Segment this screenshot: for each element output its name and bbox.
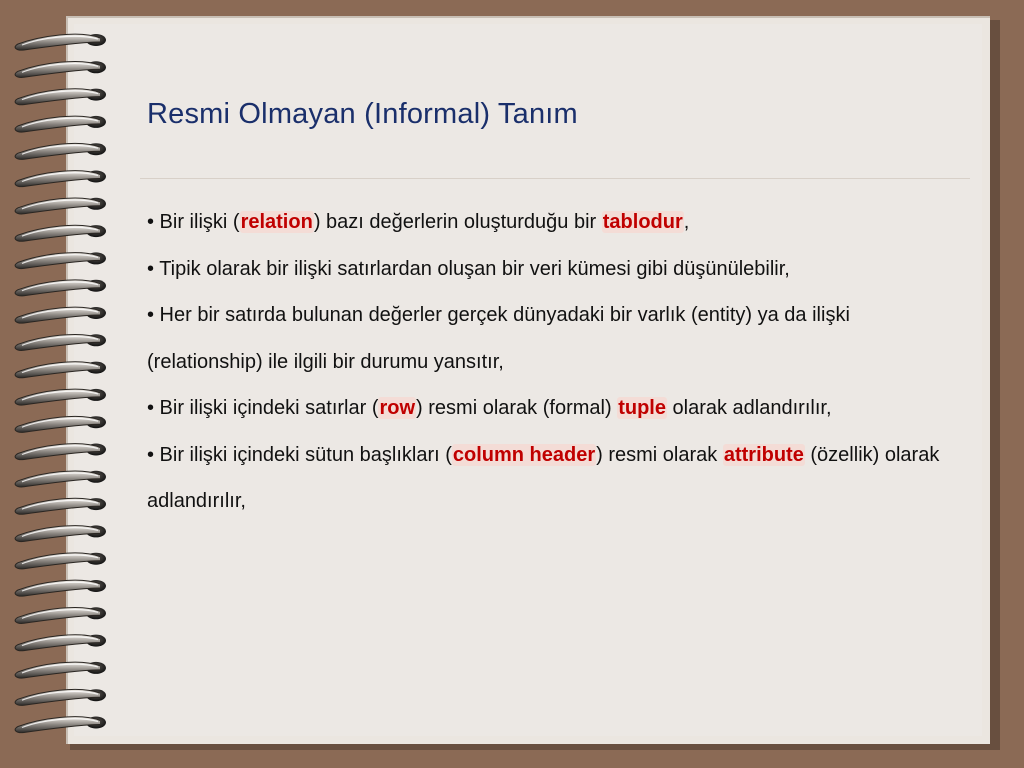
spiral-coil [15,362,106,378]
keyword-row: row [379,397,416,419]
bullet-row-tuple [147,385,947,432]
keyword-tablodur: tablodur [602,211,683,233]
spiral-coil [15,171,106,187]
keyword-relation: relation [240,211,313,233]
spiral-coil [15,34,106,50]
bullet-column-attribute [147,432,947,525]
spiral-coil [15,389,106,405]
spiral-coil [15,416,106,432]
keyword-attribute: attribute [723,443,804,466]
spiral-coil [15,553,106,569]
spiral-coil [15,307,106,323]
spiral-coil [15,444,106,460]
keyword-column-header: column header [452,443,596,466]
spiral-coil [15,635,106,651]
bullet-dataset [147,246,947,293]
bullet-text: • Her bir satırda bulunan değerler gerçek dünyadaki bir varlık (entity) ya da ilişki (relationship) ile ilgili bir durumu yansıtır, [147,304,850,373]
spiral-binding [0,26,120,746]
bullet-text: • Bir ilişki içindeki satırlar ( [147,397,379,419]
bullet-text: • Tipik olarak bir ilişki satırlardan oluşan bir veri kümesi gibi düşünülebilir, [147,257,790,280]
spiral-coil [15,689,106,705]
bullet-entity [147,292,947,385]
spiral-coil [15,116,106,132]
bullet-text: • Bir ilişki içindeki sütun başlıkları ( [147,443,452,466]
title-divider [140,178,970,179]
bullet-text: ) resmi olarak (formal) [416,397,618,419]
spiral-coil [15,198,106,214]
spiral-coil [15,61,106,77]
spiral-coil [15,607,106,623]
spiral-coil [15,498,106,514]
spiral-coil [15,471,106,487]
bullet-text: olarak adlandırılır, [666,397,832,419]
bullet-relation [147,199,947,246]
spiral-coil [15,280,106,296]
bullet-text: ) resmi olarak [596,443,723,466]
spiral-coil [15,717,106,733]
bullet-text: • Bir ilişki ( [147,211,240,233]
bullet-text: (özellik) olarak adlandırılır, [147,443,940,512]
spiral-coil [15,225,106,241]
spiral-coil [15,580,106,596]
spiral-coil [15,252,106,268]
bullet-text: , [683,211,690,233]
slide-title: Resmi Olmayan (Informal) Tanım [147,98,578,130]
spiral-coil [15,143,106,159]
keyword-tuple: tuple [618,397,666,419]
spiral-coil [15,525,106,541]
bullet-text: ) bazı değerlerin oluşturduğu bir [313,211,602,233]
spiral-coil [15,89,106,105]
spiral-coil [15,662,106,678]
spiral-coil [15,334,106,350]
slide-content [147,199,947,525]
